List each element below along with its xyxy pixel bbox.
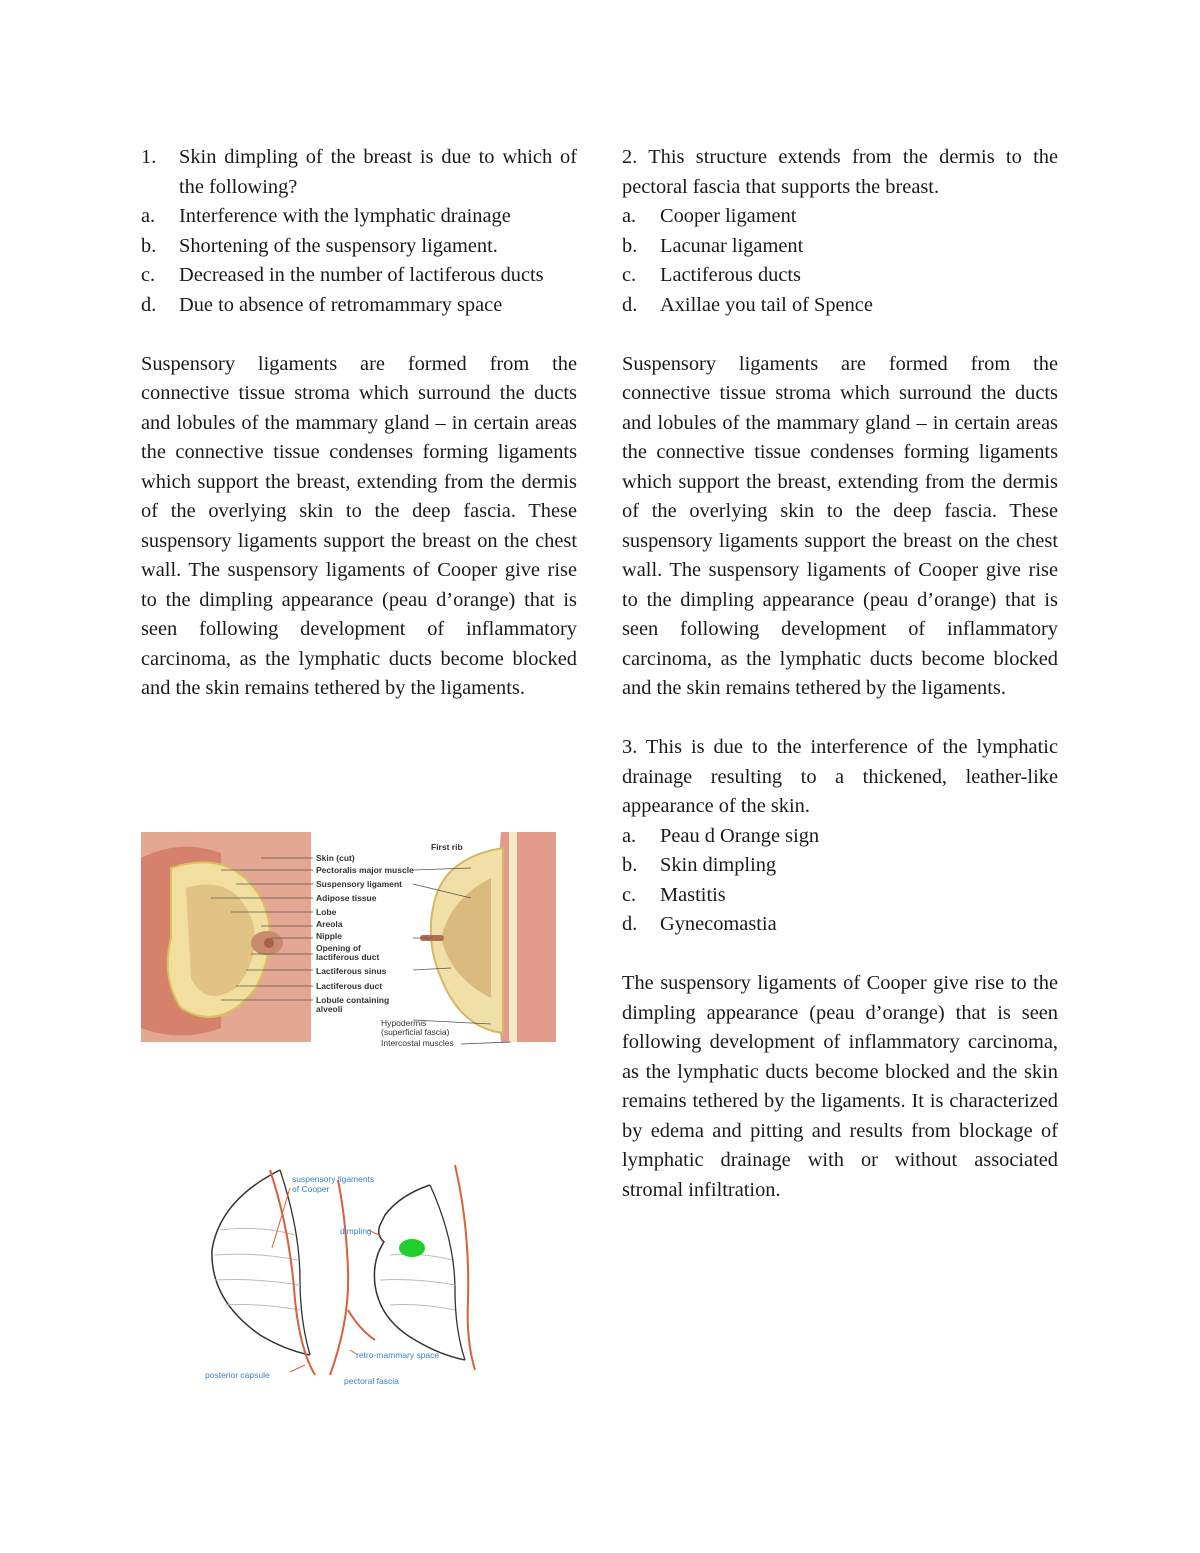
label-lobe: Lobe bbox=[316, 907, 337, 917]
option-text: Mastitis bbox=[660, 883, 726, 906]
label-adipose: Adipose tissue bbox=[316, 893, 377, 903]
label-skin: Skin (cut) bbox=[316, 853, 355, 863]
breast-anatomy-illustration bbox=[141, 828, 556, 1048]
label-suspensory-cooper-2: of Cooper bbox=[292, 1184, 330, 1194]
right-posterior-capsule bbox=[430, 1185, 465, 1360]
label-first-rib: First rib bbox=[431, 842, 463, 852]
option-text: Interference with the lymphatic drainage bbox=[179, 205, 511, 227]
option-text: Cooper ligament bbox=[660, 205, 797, 227]
label-posterior-capsule: posterior capsule bbox=[205, 1370, 270, 1380]
option-letter: d. bbox=[622, 913, 638, 935]
left-column bbox=[141, 143, 577, 704]
label-hypodermis-2: (superficial fascia) bbox=[381, 1027, 450, 1037]
option-text: Gynecomastia bbox=[660, 913, 777, 935]
question-1-option-a bbox=[141, 202, 577, 232]
option-letter: c. bbox=[622, 883, 637, 906]
question-1-option-b bbox=[141, 232, 577, 262]
question-3-option-c bbox=[622, 881, 1058, 911]
chest-wall bbox=[496, 832, 556, 1042]
option-letter: b. bbox=[141, 234, 157, 257]
question-3-option-b bbox=[622, 851, 1058, 881]
option-text: Skin dimpling bbox=[660, 854, 777, 876]
lesion-mass bbox=[399, 1239, 425, 1257]
label-intercostal: Intercostal muscles bbox=[381, 1038, 454, 1048]
label-dimpling: dimpling bbox=[340, 1226, 372, 1236]
label-pectoralis: Pectoralis major muscle bbox=[316, 865, 414, 875]
spacer bbox=[622, 704, 1058, 734]
label-duct: Lactiferous duct bbox=[316, 981, 383, 991]
question-2-explanation: Suspensory ligaments are formed from the connective tissue stroma which surround the ducts and lobules of the mammary gland – in certain areas the connective tissue condenses forming ligaments which support the breast, extending from the dermis of the overlying skin to the deep fascia. These suspensory ligaments support the breast on the chest wall. The suspensory ligaments of Cooper give rise to the dimpling appearance (peau d’orange) that is seen following development of inflammatory carcinoma, as the lymphatic ducts become blocked and the skin remains tethered by the ligaments. bbox=[622, 352, 1058, 699]
option-letter: a. bbox=[622, 824, 637, 847]
option-text: Lacunar ligament bbox=[660, 234, 804, 257]
label-lobule-1: Lobule containing bbox=[316, 995, 390, 1005]
label-areola: Areola bbox=[316, 919, 343, 929]
question-2-option-b bbox=[622, 232, 1058, 262]
label-suspensory: Suspensory ligament bbox=[316, 879, 402, 889]
option-letter: c. bbox=[622, 264, 637, 286]
question-2 bbox=[622, 143, 1058, 320]
label-pectoral-fascia: pectoral fascia bbox=[344, 1376, 399, 1386]
question-3-option-a bbox=[622, 822, 1058, 852]
label-opening-2: lactiferous duct bbox=[316, 952, 380, 962]
label-opening-1: Opening of bbox=[316, 943, 361, 953]
right-septa bbox=[380, 1254, 455, 1310]
option-letter: d. bbox=[141, 293, 157, 316]
label-retro-mammary: retro-mammary space bbox=[356, 1350, 440, 1360]
option-letter: b. bbox=[622, 854, 638, 876]
question-1-stem: Skin dimpling of the breast is due to which of the following? bbox=[179, 146, 577, 198]
question-1-explanation: Suspensory ligaments are formed from the connective tissue stroma which surround the ducts and lobules of the mammary gland – in certain areas the connective tissue condenses forming ligaments which support the breast, extending from the dermis of the overlying skin to the deep fascia. These suspensory ligaments support the breast on the chest wall. The suspensory ligaments of Cooper give rise to the dimpling appearance (peau d’orange) that is seen following development of inflammatory carcinoma, as the lymphatic ducts become blocked and the skin remains tethered by the ligaments. bbox=[141, 352, 577, 699]
question-1-option-d bbox=[141, 291, 577, 321]
label-pointers bbox=[272, 1188, 381, 1372]
option-text: Decreased in the number of lactiferous ducts bbox=[179, 264, 544, 286]
question-3-explanation: The suspensory ligaments of Cooper give rise to the dimpling appearance (peau d’orange) that is seen following development of inflammatory carcinoma, as the lymphatic ducts become blocked and the skin remains tethered by the ligaments. It is characterized by edema and pitting and results from blockage of lymphatic drainage with or without associated stromal infiltration. bbox=[622, 972, 1058, 1201]
option-text: Due to absence of retromammary space bbox=[179, 293, 503, 316]
dimpling-schematic bbox=[200, 1160, 500, 1390]
question-1-stem-row bbox=[141, 143, 577, 202]
breast-anatomy-figure bbox=[141, 828, 556, 1048]
question-2-option-a bbox=[622, 202, 1058, 232]
label-hypodermis-1: Hypodermis bbox=[381, 1018, 427, 1028]
right-breast-outline bbox=[374, 1185, 465, 1360]
question-3-option-d bbox=[622, 910, 1058, 940]
option-letter: a. bbox=[622, 205, 637, 227]
option-letter: d. bbox=[622, 293, 638, 316]
question-2-stem: 2. This structure extends from the dermis to the pectoral fascia that supports the breast. bbox=[622, 146, 1058, 198]
label-suspensory-cooper-1: suspensory ligaments bbox=[292, 1174, 375, 1184]
question-2-option-c bbox=[622, 261, 1058, 291]
option-text: Peau d Orange sign bbox=[660, 824, 820, 847]
question-3-stem: 3. This is due to the interference of the lymphatic drainage resulting to a thickened, leather-like appearance of the skin. bbox=[622, 736, 1058, 817]
option-letter: c. bbox=[141, 264, 156, 286]
nipple bbox=[264, 938, 274, 948]
option-letter: a. bbox=[141, 205, 156, 227]
left-posterior-capsule bbox=[280, 1170, 310, 1355]
option-text: Shortening of the suspensory ligament. bbox=[179, 234, 498, 257]
label-sinus: Lactiferous sinus bbox=[316, 966, 387, 976]
question-3 bbox=[622, 733, 1058, 940]
question-2-option-d bbox=[622, 291, 1058, 321]
option-text: Axillae you tail of Spence bbox=[660, 293, 873, 316]
dimpling-schematic-figure bbox=[200, 1160, 500, 1390]
option-text: Lactiferous ducts bbox=[660, 264, 801, 286]
question-1 bbox=[141, 143, 577, 320]
question-1-option-c bbox=[141, 261, 577, 291]
label-nipple: Nipple bbox=[316, 931, 342, 941]
right-column bbox=[622, 143, 1058, 1205]
ligament-lines bbox=[270, 1165, 475, 1375]
left-breast-outline bbox=[212, 1170, 310, 1355]
question-1-number: 1. bbox=[141, 146, 157, 168]
option-letter: b. bbox=[622, 234, 638, 257]
label-lobule-2: alveoli bbox=[316, 1004, 343, 1014]
